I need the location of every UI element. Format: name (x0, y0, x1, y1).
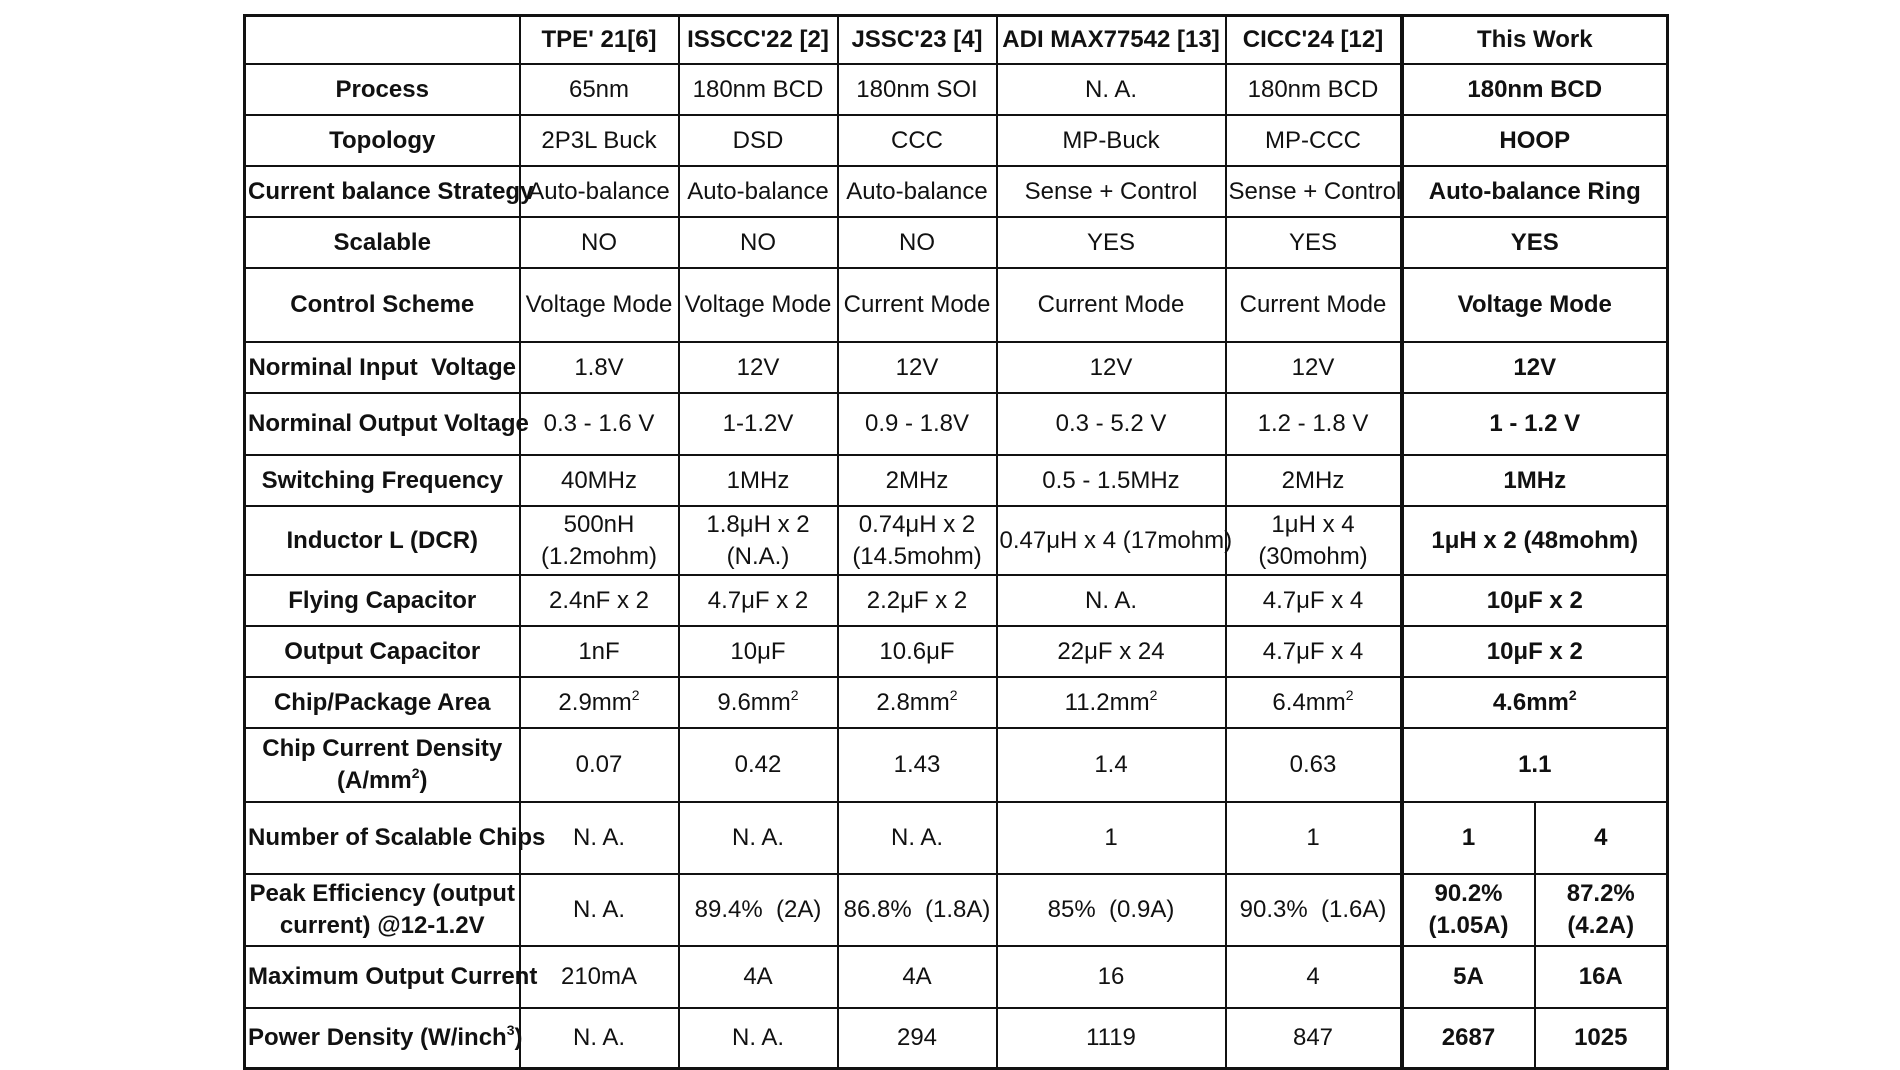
table-cell: 10.6μF (838, 626, 997, 677)
table-cell: YES (1226, 217, 1402, 268)
table-cell: 0.9 - 1.8V (838, 393, 997, 455)
table-cell: Voltage Mode (520, 268, 679, 342)
row-max-output-current (245, 946, 1668, 1008)
table-cell: 1nF (520, 626, 679, 677)
table-cell: DSD (679, 115, 838, 166)
cell-line: 500nH (563, 510, 635, 538)
this-work-cell: Voltage Mode (1402, 268, 1668, 342)
this-work-cell: HOOP (1402, 115, 1668, 166)
table-cell: 4A (838, 946, 997, 1008)
label-line (248, 765, 517, 797)
table-cell: MP-CCC (1226, 115, 1402, 166)
table-cell: 2.2μF x 2 (838, 575, 997, 626)
area-unit: mm (750, 688, 791, 716)
row-power-density (245, 1008, 1668, 1068)
table-cell: YES (997, 217, 1226, 268)
table-cell: Sense + Control (997, 166, 1226, 217)
table-cell: 847 (1226, 1008, 1402, 1068)
table-cell: 89.4% (2A) (679, 874, 838, 946)
area-exponent: 2 (631, 686, 640, 703)
this-work-cell: 180nm BCD (1402, 64, 1668, 115)
table-cell: 86.8% (1.8A) (838, 874, 997, 946)
this-work-cell: 1MHz (1402, 455, 1668, 506)
table-cell: 12V (1226, 342, 1402, 393)
row-label: Switching Frequency (245, 455, 520, 506)
this-work-cell-4chip: 16A (1535, 946, 1668, 1008)
table-cell: Current Mode (838, 268, 997, 342)
header-jssc23: JSSC'23 [4] (838, 16, 997, 65)
row-peak-efficiency (245, 874, 1668, 946)
label-close: ) (419, 767, 428, 794)
row-process (245, 64, 1668, 115)
table-cell: 4.7μF x 4 (1226, 575, 1402, 626)
area-value: 2.9 (558, 688, 592, 716)
table-cell: 40MHz (520, 455, 679, 506)
area-unit: mm (1526, 688, 1569, 716)
table-cell: 16 (997, 946, 1226, 1008)
table-cell: 65nm (520, 64, 679, 115)
row-scalable-chips (245, 802, 1668, 874)
cell-line: 1.8μH x 2 (706, 510, 810, 538)
this-work-cell: Auto-balance Ring (1402, 166, 1668, 217)
this-work-cell: 1μH x 2 (48mohm) (1402, 506, 1668, 575)
table-cell: 1MHz (679, 455, 838, 506)
table-cell: NO (838, 217, 997, 268)
header-adi-max77542: ADI MAX77542 [13] (997, 16, 1226, 65)
table-cell: 1.8V (520, 342, 679, 393)
this-work-cell: 10μF x 2 (1402, 626, 1668, 677)
row-label: Topology (245, 115, 520, 166)
table-cell: 1119 (997, 1008, 1226, 1068)
table-cell: Sense + Control (1226, 166, 1402, 217)
cell-line: 90.2% (1434, 880, 1503, 907)
label-line: Peak Efficiency (output (249, 880, 515, 907)
label-text: Power Density (W/inch (248, 1023, 507, 1051)
table-cell: 10μF (679, 626, 838, 677)
label-exponent: 2 (411, 765, 420, 781)
this-work-cell-4chip: 1025 (1535, 1008, 1668, 1068)
label-unit: (A/mm (337, 767, 412, 794)
table-cell: 294 (838, 1008, 997, 1068)
row-label (245, 874, 520, 946)
area-unit: mm (909, 688, 950, 716)
row-label (245, 1008, 523, 1068)
row-output-capacitor (245, 626, 1668, 677)
table-cell: N. A. (520, 874, 679, 946)
table-cell: 4A (679, 946, 838, 1008)
table-cell: 0.3 - 1.6 V (520, 393, 679, 455)
label-exponent: 3 (506, 1021, 515, 1038)
label-line: current) @12-1.2V (279, 912, 485, 939)
cell-line: (30mohm) (1258, 542, 1368, 570)
table-cell: 0.63 (1226, 728, 1402, 802)
row-current-balance-strategy (245, 166, 1668, 217)
this-work-cell-4chip: 4 (1535, 802, 1668, 874)
row-flying-capacitor (245, 575, 1668, 626)
table-cell: 1-1.2V (679, 393, 838, 455)
row-chip-area (245, 677, 1668, 728)
cell-line: (1.05A) (1428, 912, 1509, 939)
cell-line: 87.2% (1566, 880, 1635, 907)
row-label: Number of Scalable Chips (245, 802, 520, 874)
row-control-scheme (245, 268, 1668, 342)
header-corner (245, 16, 520, 65)
header-this-work: This Work (1402, 16, 1668, 65)
header-tpe21: TPE' 21[6] (520, 16, 679, 65)
cell-line: (14.5mohm) (852, 542, 982, 570)
header-cicc24: CICC'24 [12] (1226, 16, 1402, 65)
row-input-voltage (245, 342, 1668, 393)
table-cell: 85% (0.9A) (997, 874, 1226, 946)
table-cell: 180nm BCD (679, 64, 838, 115)
this-work-cell-1chip: 1 (1402, 802, 1535, 874)
table-cell: 90.3% (1.6A) (1226, 874, 1402, 946)
table-cell: NO (520, 217, 679, 268)
row-label: Inductor L (DCR) (245, 506, 520, 575)
area-exponent: 2 (1149, 686, 1158, 703)
table-cell: 4.7μF x 2 (679, 575, 838, 626)
table-cell (838, 677, 997, 728)
table-cell (1226, 677, 1402, 728)
table-cell: N. A. (838, 802, 997, 874)
table-cell (520, 506, 679, 575)
table-cell: 1 (997, 802, 1226, 874)
table-cell (679, 506, 838, 575)
area-exponent: 2 (949, 686, 958, 703)
table-cell: 2MHz (838, 455, 997, 506)
table-cell: N. A. (520, 802, 679, 874)
table-cell (679, 677, 838, 728)
this-work-cell: 12V (1402, 342, 1668, 393)
cell-line: (1.2mohm) (540, 542, 658, 570)
row-label: Control Scheme (245, 268, 520, 342)
table-cell: 22μF x 24 (997, 626, 1226, 677)
row-label: Scalable (245, 217, 520, 268)
table-cell (838, 506, 997, 575)
table-cell: N. A. (679, 802, 838, 874)
row-label: Norminal Output Voltage (245, 393, 520, 455)
table-cell: 0.47μH x 4 (17mohm) (997, 506, 1226, 575)
area-value: 11.2 (1064, 688, 1110, 716)
row-label: Process (245, 64, 520, 115)
this-work-cell-1chip: 2687 (1402, 1008, 1535, 1068)
row-label (245, 728, 520, 802)
header-isscc22: ISSCC'22 [2] (679, 16, 838, 65)
table-cell: 210mA (520, 946, 679, 1008)
row-label: Flying Capacitor (245, 575, 520, 626)
table-cell: 180nm BCD (1226, 64, 1402, 115)
table-cell: 2MHz (1226, 455, 1402, 506)
area-unit: mm (591, 688, 632, 716)
row-label: Current balance Strategy (245, 166, 520, 217)
area-unit: mm (1305, 688, 1346, 716)
cell-line: 0.74μH x 2 (858, 510, 976, 538)
row-label: Output Capacitor (245, 626, 520, 677)
row-topology (245, 115, 1668, 166)
table-cell: 1 (1226, 802, 1402, 874)
area-value: 6.4 (1272, 688, 1306, 716)
table-cell (520, 677, 679, 728)
table-cell: 2P3L Buck (520, 115, 679, 166)
row-label: Norminal Input Voltage (245, 342, 520, 393)
this-work-cell: 10μF x 2 (1402, 575, 1668, 626)
table-cell: 0.5 - 1.5MHz (997, 455, 1226, 506)
this-work-cell-1chip (1402, 874, 1535, 946)
this-work-cell: YES (1402, 217, 1668, 268)
cell-line: (N.A.) (726, 542, 790, 570)
table-cell: 1.43 (838, 728, 997, 802)
label-line: Chip Current Density (262, 735, 503, 762)
table-cell: 1.2 - 1.8 V (1226, 393, 1402, 455)
table-cell: N. A. (997, 575, 1226, 626)
cell-line: (4.2A) (1567, 912, 1635, 939)
table-cell: CCC (838, 115, 997, 166)
table-cell: Voltage Mode (679, 268, 838, 342)
table-cell: NO (679, 217, 838, 268)
table-cell: 0.42 (679, 728, 838, 802)
area-exponent: 2 (1568, 686, 1577, 703)
table-cell: 0.07 (520, 728, 679, 802)
table-cell: 2.4nF x 2 (520, 575, 679, 626)
table-cell: N. A. (679, 1008, 838, 1068)
table-cell: 12V (679, 342, 838, 393)
row-scalable (245, 217, 1668, 268)
cell-line: 1μH x 4 (1271, 510, 1355, 538)
area-unit: mm (1109, 688, 1150, 716)
this-work-cell: 1.1 (1402, 728, 1668, 802)
this-work-cell-4chip (1535, 874, 1668, 946)
this-work-cell (1402, 677, 1668, 728)
table-cell: N. A. (997, 64, 1226, 115)
row-label: Maximum Output Current (245, 946, 520, 1008)
table-cell (997, 677, 1226, 728)
table-cell: 180nm SOI (838, 64, 997, 115)
table-cell: MP-Buck (997, 115, 1226, 166)
table-cell: Auto-balance (520, 166, 679, 217)
label-close: ) (514, 1023, 523, 1051)
table-cell: 4 (1226, 946, 1402, 1008)
row-inductor (245, 506, 1668, 575)
area-exponent: 2 (790, 686, 799, 703)
comparison-table-container (243, 14, 1656, 1070)
table-cell: Auto-balance (838, 166, 997, 217)
table-cell: 12V (997, 342, 1226, 393)
row-switching-frequency (245, 455, 1668, 506)
table-cell: 0.3 - 5.2 V (997, 393, 1226, 455)
table-cell: 4.7μF x 4 (1226, 626, 1402, 677)
this-work-cell: 1 - 1.2 V (1402, 393, 1668, 455)
row-current-density (245, 728, 1668, 802)
row-output-voltage (245, 393, 1668, 455)
table-cell: Current Mode (1226, 268, 1402, 342)
area-value: 9.6 (717, 688, 751, 716)
table-cell (1226, 506, 1402, 575)
table-cell: Current Mode (997, 268, 1226, 342)
area-exponent: 2 (1345, 686, 1354, 703)
this-work-cell-1chip: 5A (1402, 946, 1535, 1008)
area-value: 4.6 (1492, 688, 1527, 716)
row-label: Chip/Package Area (245, 677, 520, 728)
area-value: 2.8 (876, 688, 910, 716)
header-row (245, 16, 1668, 65)
comparison-table (243, 14, 1669, 1070)
table-cell: Auto-balance (679, 166, 838, 217)
table-cell: N. A. (520, 1008, 679, 1068)
table-cell: 1.4 (997, 728, 1226, 802)
table-cell: 12V (838, 342, 997, 393)
